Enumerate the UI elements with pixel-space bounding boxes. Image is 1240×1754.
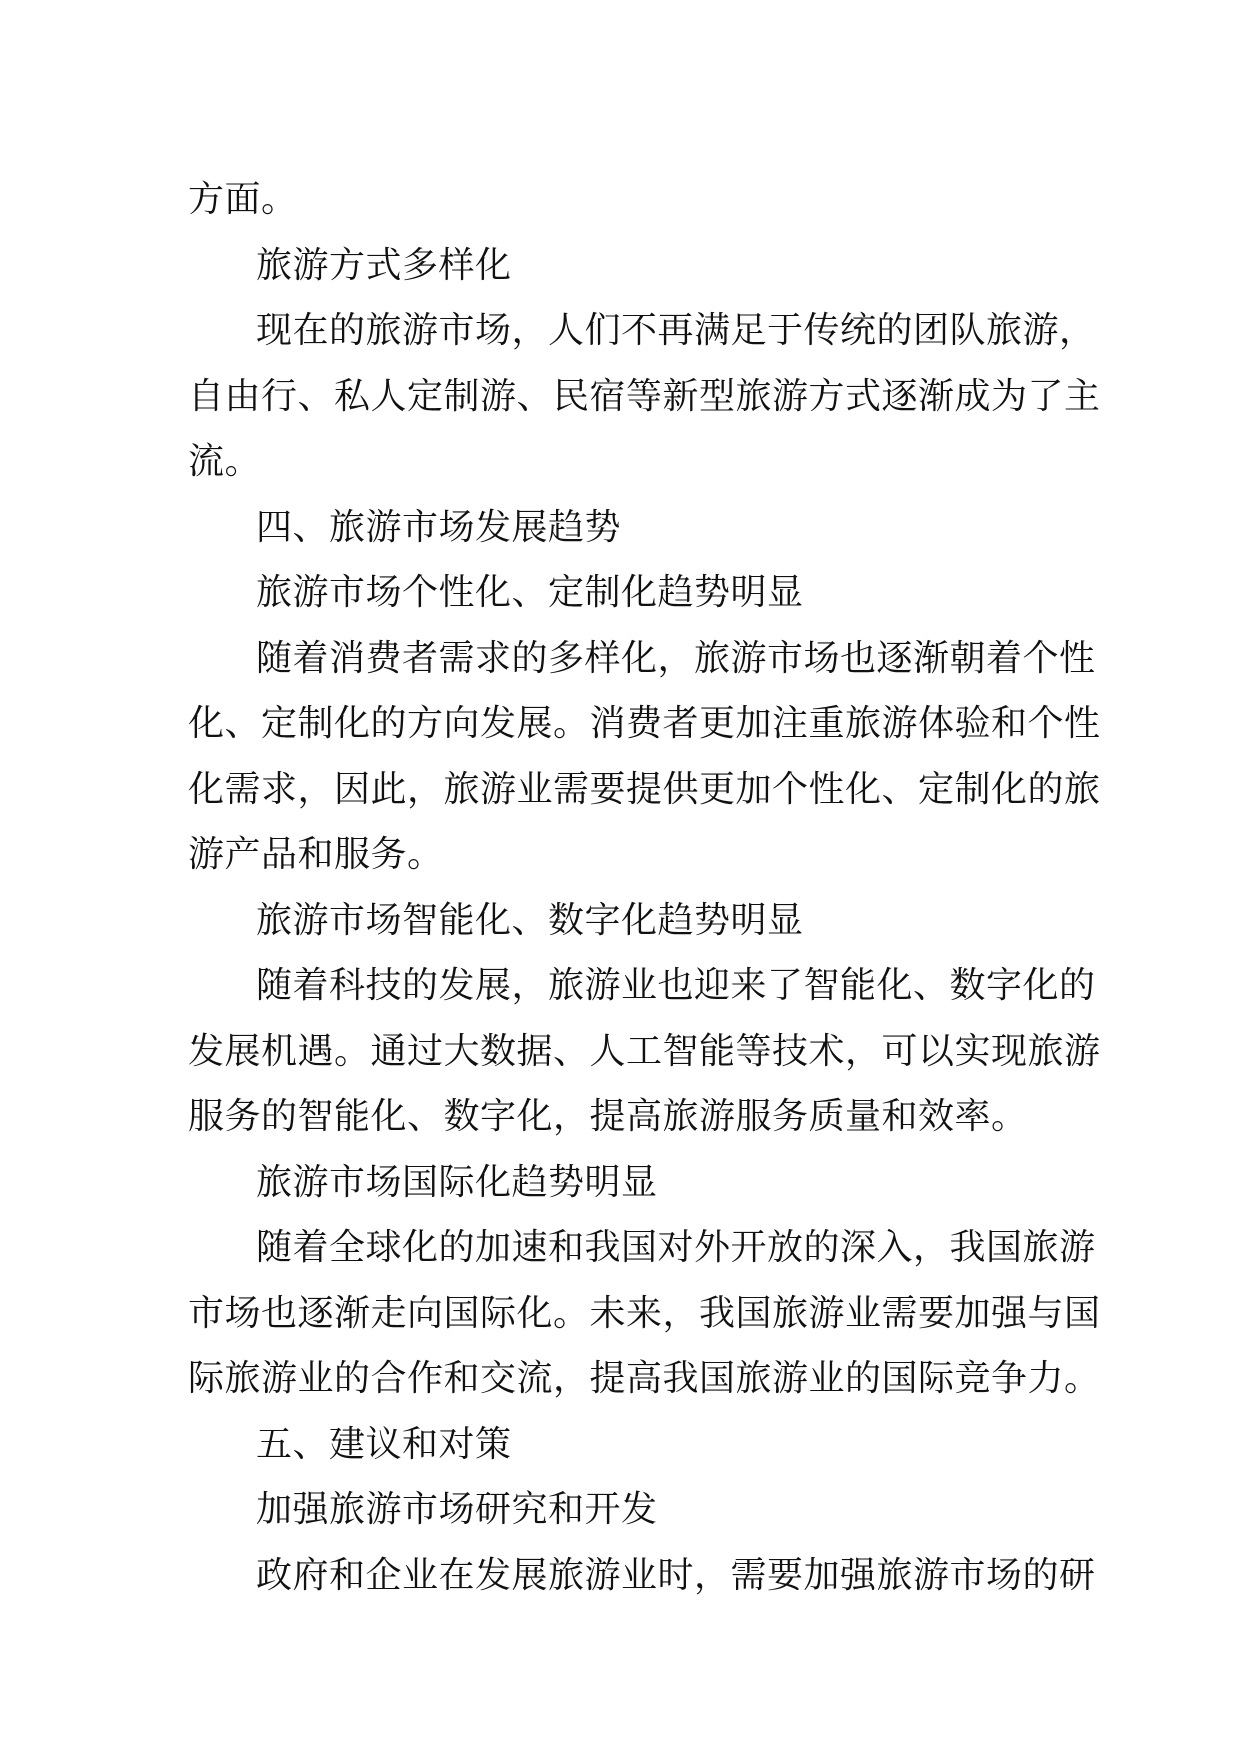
paragraph-line: 自由行、私人定制游、民宿等新型旅游方式逐渐成为了主 [188,375,1101,417]
section-heading-trends: 四、旅游市场发展趋势 [256,506,622,548]
subheading-travel-diversification: 旅游方式多样化 [256,244,512,286]
paragraph-line: 政府和企业在发展旅游业时，需要加强旅游市场的研 [256,1554,1096,1596]
paragraph-line: 随着全球化的加速和我国对外开放的深入，我国旅游 [256,1227,1096,1268]
paragraph-line: 现在的旅游市场，人们不再满足于传统的团队旅游， [256,310,1096,351]
paragraph-continuation: 方面。 [188,179,298,220]
paragraph-line: 游产品和服务。 [188,834,444,875]
paragraph-line: 随着消费者需求的多样化，旅游市场也逐渐朝着个性 [256,637,1096,679]
paragraph-line: 化需求，因此，旅游业需要提供更加个性化、定制化的旅 [188,768,1101,810]
document-body [188,167,1101,1608]
paragraph-line: 流。 [188,441,262,482]
subheading-personalization: 旅游市场个性化、定制化趋势明显 [256,572,804,613]
paragraph-line: 随着科技的发展，旅游业也迎来了智能化、数字化的 [256,965,1096,1006]
subheading-market-research: 加强旅游市场研究和开发 [256,1489,658,1530]
paragraph-line: 服务的智能化、数字化，提高旅游服务质量和效率。 [188,1096,1028,1137]
paragraph-line: 际旅游业的合作和交流，提高我国旅游业的国际竞争力。 [188,1358,1101,1399]
subheading-internationalization: 旅游市场国际化趋势明显 [256,1161,658,1203]
subheading-digitalization: 旅游市场智能化、数字化趋势明显 [256,899,804,941]
paragraph-line: 市场也逐渐走向国际化。未来，我国旅游业需要加强与国 [188,1292,1101,1334]
paragraph-line: 发展机遇。通过大数据、人工智能等技术，可以实现旅游 [188,1030,1101,1072]
paragraph-line: 化、定制化的方向发展。消费者更加注重旅游体验和个性 [188,703,1101,744]
section-heading-recommendations: 五、建议和对策 [256,1423,512,1465]
